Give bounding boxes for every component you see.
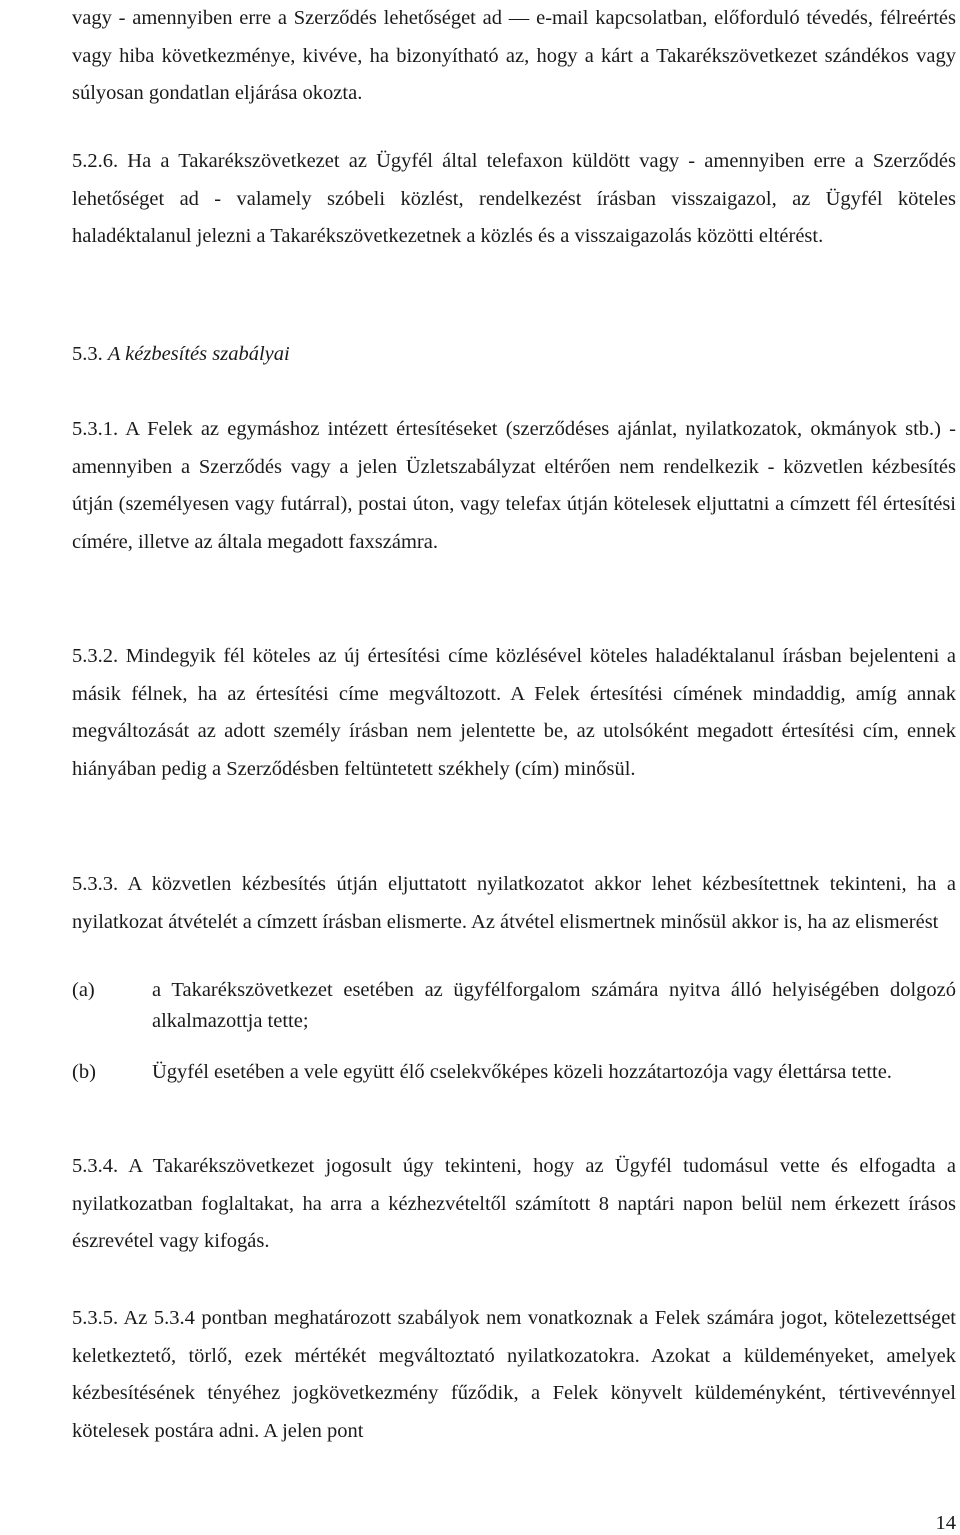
paragraph-text: 5.3.5. Az 5.3.4 pontban meghatározott szabályok nem vonatkoznak a Felek számára jogot, kötelezettséget keletkeztető, törlő, ezek mértékét megváltoztató nyilatkozatokra. Azokat a küldeményeket, amelyek kézbesítésének tényéhez jogkövetkezmény fűződik, a Felek könyvelt küldeményként, tértivevénnyel kötelesek postára adni. A jelen pont bbox=[72, 1307, 956, 1442]
paragraph-intro bbox=[72, 0, 956, 113]
paragraph-5-3-1 bbox=[72, 411, 956, 561]
paragraph-text: 5.3.3. A közvetlen kézbesítés útján eljuttatott nyilatkozatot akkor lehet kézbesítettnek tekinteni, ha a nyilatkozat átvételét a címzett írásban elismerte. Az átvétel elismertnek minősül akkor is, ha az elismerést bbox=[72, 873, 956, 933]
paragraph-5-3-4 bbox=[72, 1148, 956, 1261]
list-item-text: a Takarékszövetkezet esetében az ügyfélforgalom számára nyitva álló helyiségében dolgozó alkalmazottja tette; bbox=[152, 979, 956, 1032]
list-marker: (b) bbox=[72, 1061, 96, 1083]
list-marker: (a) bbox=[72, 979, 95, 1001]
section-number: 5.3. bbox=[72, 343, 103, 365]
paragraph-5-3-5 bbox=[72, 1300, 956, 1450]
paragraph-text: 5.3.2. Mindegyik fél köteles az új értesítési címe közlésével köteles haladéktalanul írásban bejelenteni a másik félnek, ha az értesítési címe megváltozott. A Felek értesítési címének mindaddig, amíg annak megváltozását az adott személy írásban nem jelentette be, az utolsóként megadott értesítési cím, ennek hiányában pedig a Szerződésben feltüntetett székhely (cím) minősül. bbox=[72, 645, 956, 780]
paragraph-text: vagy - amennyiben erre a Szerződés lehetőséget ad — e-mail kapcsolatban, előforduló tévedés, félreértés vagy hiba következménye, kivéve, ha bizonyítható az, hogy a kárt a Takarékszövetkezet szándékos vagy súlyosan gondatlan eljárása okozta. bbox=[72, 7, 956, 104]
list-item-b bbox=[72, 1057, 956, 1088]
section-heading-5-3 bbox=[72, 336, 290, 374]
paragraph-5-3-2 bbox=[72, 638, 956, 788]
list-item-text: Ügyfél esetében a vele együtt élő cselekvőképes közeli hozzátartozója vagy élettársa tette. bbox=[152, 1061, 892, 1083]
paragraph-text: 5.2.6. Ha a Takarékszövetkezet az Ügyfél által telefaxon küldött vagy - amennyiben erre a Szerződés lehetőséget ad - valamely szóbeli közlést, rendelkezést írásban visszaigazol, az Ügyfél köteles haladéktalanul jelezni a Takarékszövetkezetnek a közlés és a visszaigazolás közötti eltérést. bbox=[72, 150, 956, 247]
paragraph-text: 5.3.4. A Takarékszövetkezet jogosult úgy tekinteni, hogy az Ügyfél tudomásul vette és elfogadta a nyilatkozatban foglaltakat, ha arra a kézhezvételtől számított 8 naptári napon belül nem érkezett írásos észrevétel vagy kifogás. bbox=[72, 1155, 956, 1252]
paragraph-text: 5.3.1. A Felek az egymáshoz intézett értesítéseket (szerződéses ajánlat, nyilatkozatok, okmányok stb.) - amennyiben a Szerződés vagy a jelen Üzletszabályzat eltérően nem rendelkezik - közvetlen kézbesítés útján (személyesen vagy futárral), postai úton, vagy telefax útján kötelesek eljuttatni a címzett fél értesítési címére, illetve az általa megadott faxszámra. bbox=[72, 418, 956, 553]
section-title: A kézbesítés szabályai bbox=[107, 343, 290, 365]
paragraph-5-3-3 bbox=[72, 866, 956, 941]
paragraph-5-2-6 bbox=[72, 143, 956, 256]
list-item-a bbox=[72, 975, 956, 1037]
page-number: 14 bbox=[935, 1512, 956, 1534]
